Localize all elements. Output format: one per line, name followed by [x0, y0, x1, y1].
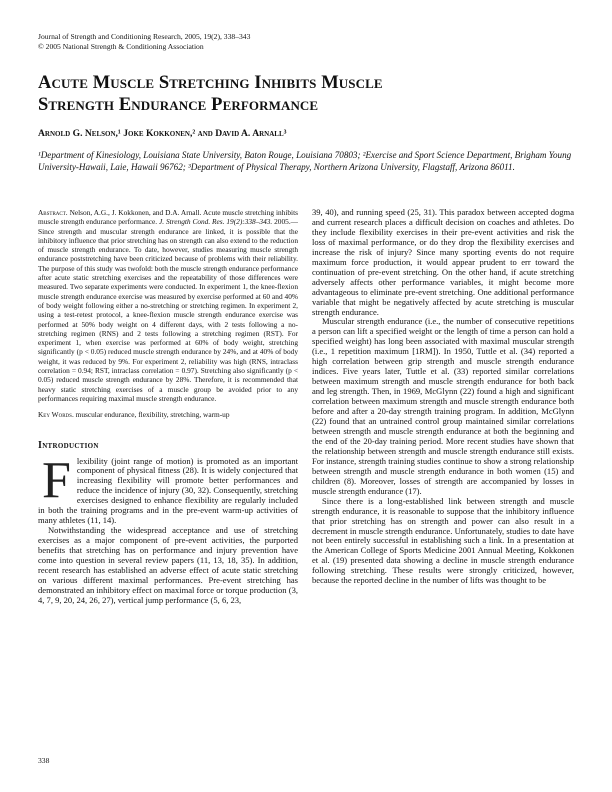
title-line-2: Strength Endurance Performance [38, 95, 319, 115]
keywords [38, 410, 298, 419]
right-column [312, 208, 574, 586]
keywords-label: Key Words. [38, 410, 74, 420]
introduction-body [38, 451, 298, 606]
affiliations: ¹Department of Kinesiology, Louisiana State University, Baton Rouge, Louisiana 70803; ²Exercise and Sport Science Department, Brigham Young University-Hawaii, Laie, Hawaii 96762; ³Department of Physical Therapy, Northern Arizona University, Flagstaff, Arizona 86011. [38, 150, 572, 172]
article-title [38, 72, 578, 116]
journal-copyright: © 2005 National Strength & Conditioning Association [38, 42, 204, 51]
abstract-citation-volume: 19(2):338–343. [226, 217, 273, 227]
journal-citation: Journal of Strength and Conditioning Research, 2005, 19(2), 338–343 [38, 32, 251, 41]
page-number: 338 [38, 756, 50, 765]
introduction-heading: Introduction [38, 439, 99, 451]
right-column-body [312, 208, 574, 586]
intro-paragraph-2: Notwithstanding the widespread acceptance and use of stretching exercises as a major component of pre-event activities, the purported benefits that stretching has on performance and injury prevention have come into question in several review papers (11, 13, 18, 35). In addition, recent research has established an adverse effect of acute static stretching on various different maximal performances. Pre-event stretching has demonstrated an inhibitory effect on maximal force or torque production (3, 4, 7, 9, 20, 24, 26, 27), vertical jump performance (5, 6, 23, [38, 525, 298, 605]
keywords-text: muscular endurance, flexibility, stretching, warm-up [75, 410, 230, 420]
abstract-citation-journal: J. Strength Cond. Res. [159, 217, 225, 227]
abstract-label: Abstract. [38, 208, 68, 217]
intro-paragraph-3: Muscular strength endurance (i.e., the number of consecutive repetitions a person can lift a specified weight or the length of time a person can hold a specified weight) has long been associated with maximal muscular strength (i.e., 1 repetition maximum [1RM]). In 1950, Tuttle et al. (34) reported a high correlation between grip strength and muscle strength endurance indices. Five years later, Tuttle et al. (33) reported similar correlations between maximum strength and muscle strength endurance for both back and leg strength. Then, in 1969, McGlynn (22) found a high and significant correlation between maximum strength and muscle strength endurance both before and after a 20-day strength training program. In addition, McGlynn (22) found that an untrained control group maintained similar correlations between strength and muscle strength endurance at both the beginning and the end of the 20-day training period. More recent studies have shown that the relationship between strength and muscle strength endurance still exists. For instance, strength training studies continue to show a strong relationship between strength and muscle strength endurance in both women (15) and children (8). Moreover, losses of strength are accompanied by losses in muscle strength endurance (17). [312, 316, 574, 496]
intro-paragraph-1: lexibility (joint range of motion) is promoted as an important component of physical fitness (28). It is widely conjectured that increasing flexibility will promote better performances and reduce the incidence of injury (30, 32). Consequently, stretching exercises designed to enhance flexibility are regularly included in both the training programs and in the pre-event warm-up activities of many athletes (11, 14). [38, 455, 298, 526]
left-column [38, 208, 298, 606]
journal-header [38, 32, 558, 52]
drop-cap: F [42, 451, 71, 509]
title-line-1: Acute Muscle Stretching Inhibits Muscle [38, 73, 383, 93]
abstract-citation-authors: Nelson, A.G., J. Kokkonen, and D.A. Arnall. Acute muscle stretching inhibits muscle strength endurance performance. [38, 208, 298, 227]
author-list: Arnold G. Nelson,¹ Joke Kokkonen,² and David A. Arnall³ [38, 128, 287, 139]
intro-paragraph-2-continued: 39, 40), and running speed (25, 31). This paradox between accepted dogma and current research places a difficult decision on coaches and athletes. Do they include flexibility exercises in their pre-event activities and risk the loss of maximal performance, or do they drop the flexibility exercises and increase the risk of injury? Since many sporting events do not require maximum force production, it would appear prudent to err toward the continuation of pre-event stretching. On the other hand, if acute stretching adversely affects other performance variables, it might become more advantageous to eliminate pre-event stretching. One additional performance variable that might be negatively affected by acute stretching is muscular strength endurance. [312, 207, 574, 317]
abstract-citation-year: 2005. [274, 217, 291, 227]
abstract-text: —Since strength and muscular strength endurance are linked, it is possible that the inhibitory influence that prior stretching has on strength can also extend to the reduction of muscle strength endurance. To date, however, studies measuring muscle strength endurance poststretching have been criticized because of problems with their reliability. The purpose of this study was twofold: both the muscle strength endurance performance after acute static stretching exercises and the repeatability of those differences were measured. Two separate experiments were conducted. In experiment 1, the knee-flexion muscle strength endurance exercise was measured by exercise performed at 60 and 40% of body weight following either a no-stretching or stretching regimen. In experiment 2, using a test-retest protocol, a knee-flexion muscle strength endurance exercise was performed at 50% body weight on 4 different days, with 2 tests following a no-stretching regimen (RNS) and 2 tests following a stretching regimen (RST). For experiment 1, when exercise was performed at 60% of body weight, stretching significantly (p < 0.05) reduced muscle strength endurance by 24%, and at 40% of body weight, it was reduced by 9%. For experiment 2, reliability was high (RNS, intraclass correlation = 0.94; RST, intraclass correlation = 0.97). Stretching also significantly (p < 0.05) reduced muscle strength endurance by 28%. Therefore, it is recommended that heavy static stretching exercises of a muscle group be avoided prior to any performances requiring maximal muscle strength endurance. [38, 217, 298, 403]
intro-paragraph-4: Since there is a long-established link between strength and muscle strength endurance, it is reasonable to suppose that the inhibitory influence that prior stretching has on strength and power can also result in a decrement in muscle strength endurance. Unfortunately, studies to date have not been entirely successful in establishing such a link. In a presentation at the American College of Sports Medicine 2001 Annual Meeting, Kokkonen et al. (19) presented data showing a decline in muscle strength endurance following stretching. These results were strongly criticized, however, because the reported decline in the number of lifts was thought to be [312, 495, 574, 586]
abstract [38, 208, 298, 403]
